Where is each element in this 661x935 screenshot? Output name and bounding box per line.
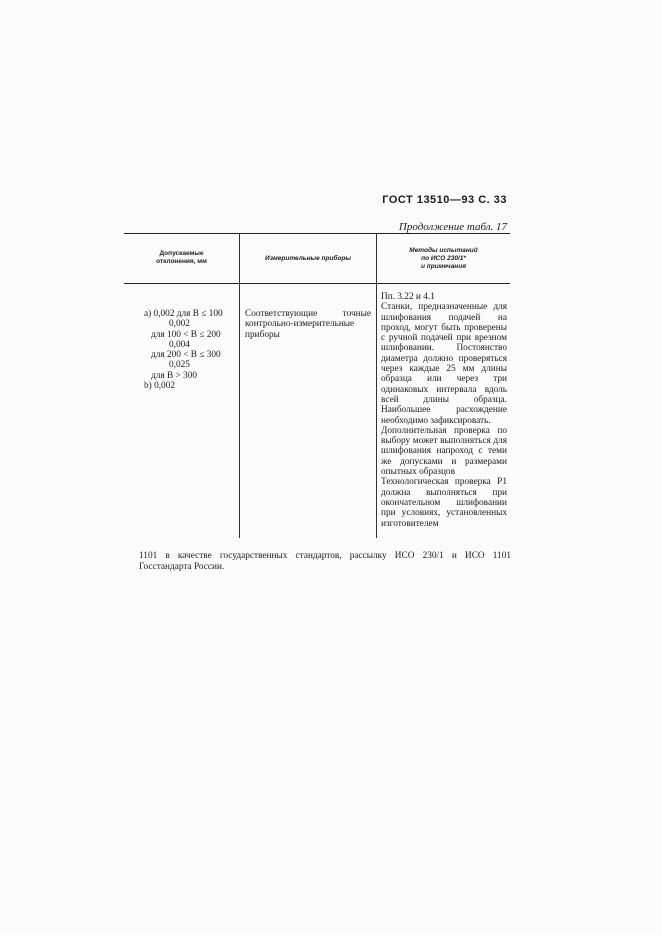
column-header-tolerances-line1: Допускаемые: [159, 250, 204, 257]
column-header-instruments-line1: Измерительные приборы: [265, 255, 351, 262]
methods-paragraph: Станки, предназначенные для шлифования подачей на проход, могут быть проверены с ручной подачей при врезном шлифовании. Постоянство диаметра должно проверяться через каждые 25 мм длины образца или через три одинаковых интервала вдоль всей длины образца. Наибольшее расхождение необходимо зафиксировать.: [381, 302, 507, 426]
tolerance-line: для 100 < B ≤ 200: [151, 329, 221, 340]
methods-paragraph: Дополнительная проверка по выбору может выполняться для шлифования напроход с теми же допусками и размерами опытных образцов: [381, 425, 507, 478]
footnote-line: 1101 в качестве государственных стандартов, рассылку ИСО 230/1 и ИСО 1101: [139, 551, 511, 561]
table-header-rule: [124, 283, 510, 284]
document-reference: ГОСТ 13510—93 С. 33: [382, 194, 507, 206]
column-header-instruments: [240, 255, 376, 263]
tolerance-line: 0,004: [169, 339, 190, 350]
tolerance-line: a) 0,002 для B ≤ 100: [144, 309, 223, 319]
column-header-methods-line1: Методы испытаний: [409, 247, 478, 254]
instruments-cell: Соответствующие точные контрольно-измерительные приборы: [245, 309, 371, 340]
tolerance-line: для B > 300: [151, 370, 198, 381]
methods-cell: [381, 292, 507, 529]
tolerance-line: 0,002: [169, 319, 190, 330]
table-top-rule: [124, 233, 510, 234]
tolerance-line: 0,025: [169, 360, 190, 371]
tolerances-cell: [144, 309, 240, 391]
column-header-methods: [377, 247, 510, 271]
column-header-tolerances: [124, 250, 239, 266]
column-header-methods-line3: и примечания: [420, 263, 467, 270]
methods-paragraph: Пп. 3.22 и 4.1: [381, 292, 435, 302]
table-continuation-label: Продолжение табл. 17: [398, 221, 507, 233]
tolerance-line: для 200 < B ≤ 300: [151, 350, 221, 361]
table-17-continuation: [124, 233, 510, 538]
column-header-methods-line2: по ИСО 230/1*: [421, 255, 466, 262]
tolerance-line: b) 0,002: [144, 381, 175, 392]
footnote-line: Госстандарта России.: [139, 562, 225, 572]
column-divider-2: [376, 233, 377, 538]
methods-paragraph: Технологическая проверка P1 должна выполняться при окончательном шлифовании при условиях, установленных изготовителем: [381, 477, 507, 529]
column-header-tolerances-line2: отклонения, мм: [156, 258, 207, 265]
footnote: [139, 551, 511, 573]
